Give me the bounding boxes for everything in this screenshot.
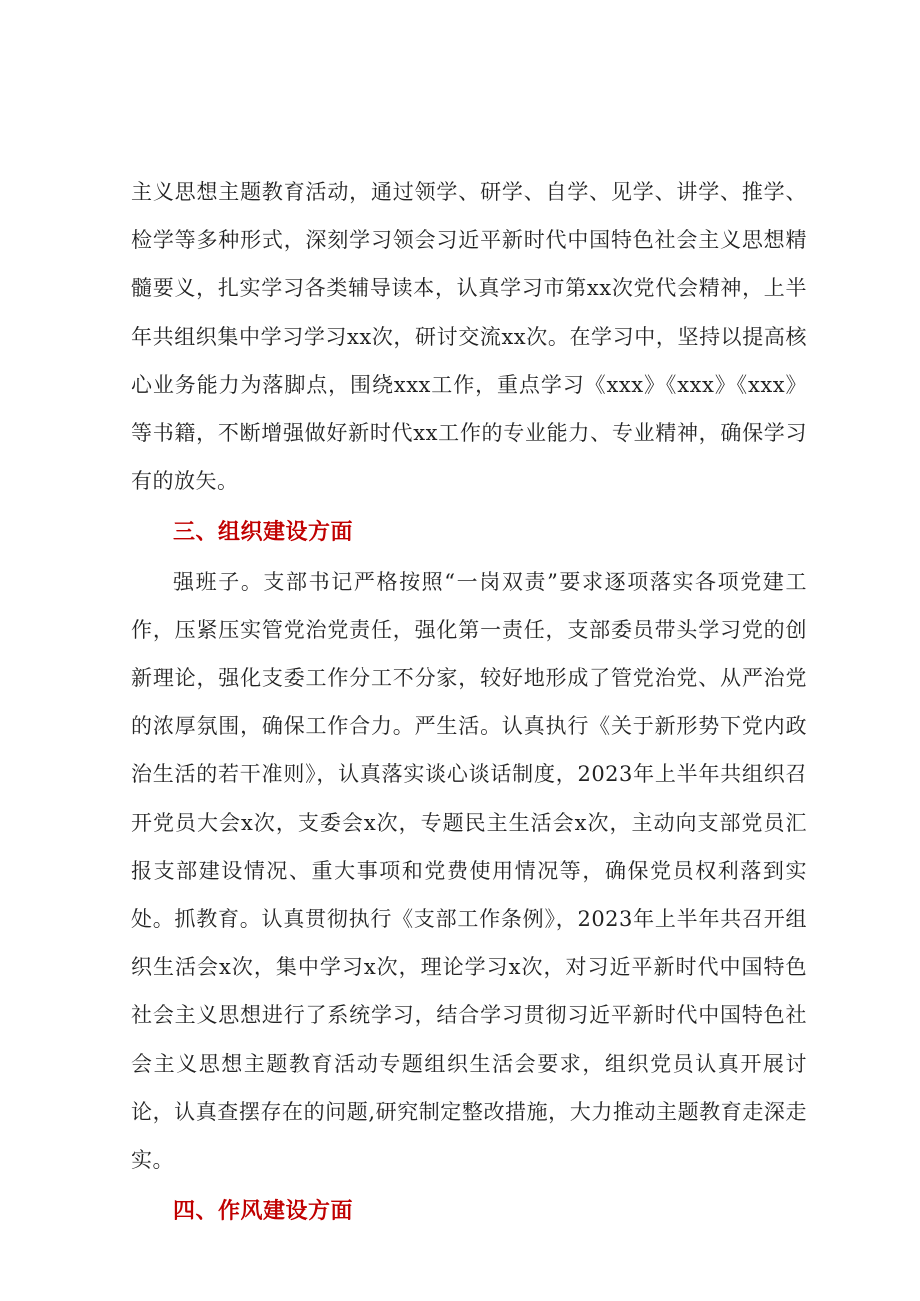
- document-body: [131, 168, 807, 1236]
- intro-paragraph: 主义思想主题教育活动，通过领学、研学、自学、见学、讲学、推学、检学等多种形式，深刻学习领会习近平新时代中国特色社会主义思想精髓要义，扎实学习各类辅导读本，认真学习市第xx次党代会精神，上半年共组织集中学习学习xx次，研讨交流xx次。在学习中，坚持以提高核心业务能力为落脚点，围绕xxx工作，重点学习《xxx》《xxx》《xxx》等书籍，不断增强做好新时代xx工作的专业能力、专业精神，确保学习有的放矢。: [131, 180, 807, 494]
- organization-paragraph: 强班子。支部书记严格按照“一岗双责”要求逐项落实各项党建工作，压紧压实管党治党责任，强化第一责任，支部委员带头学习党的创新理论，强化支委工作分工不分家，较好地形成了管党治党、从严治党的浓厚氛围，确保工作合力。严生活。认真执行《关于新形势下党内政治生活的若干准则》，认真落实谈心谈话制度，2023年上半年共组织召开党员大会x次，支委会x次，专题民主生活会x次，主动向支部党员汇报支部建设情况、重大事项和党费使用情况等，确保党员权利落到实处。抓教育。认真贯彻执行《支部工作条例》，2023年上半年共召开组织生活会x次，集中学习x次，理论学习x次，对习近平新时代中国特色社会主义思想进行了系统学习，结合学习贯彻习近平新时代中国特色社会主义思想主题教育活动专题组织生活会要求，组织党员认真开展讨论，认真查摆存在的问题,研究制定整改措施，大力推动主题教育走深走实。: [131, 569, 807, 1173]
- section-heading-work-style: 四、作风建设方面: [173, 1199, 354, 1225]
- section-heading-organization: 三、组织建设方面: [173, 520, 354, 546]
